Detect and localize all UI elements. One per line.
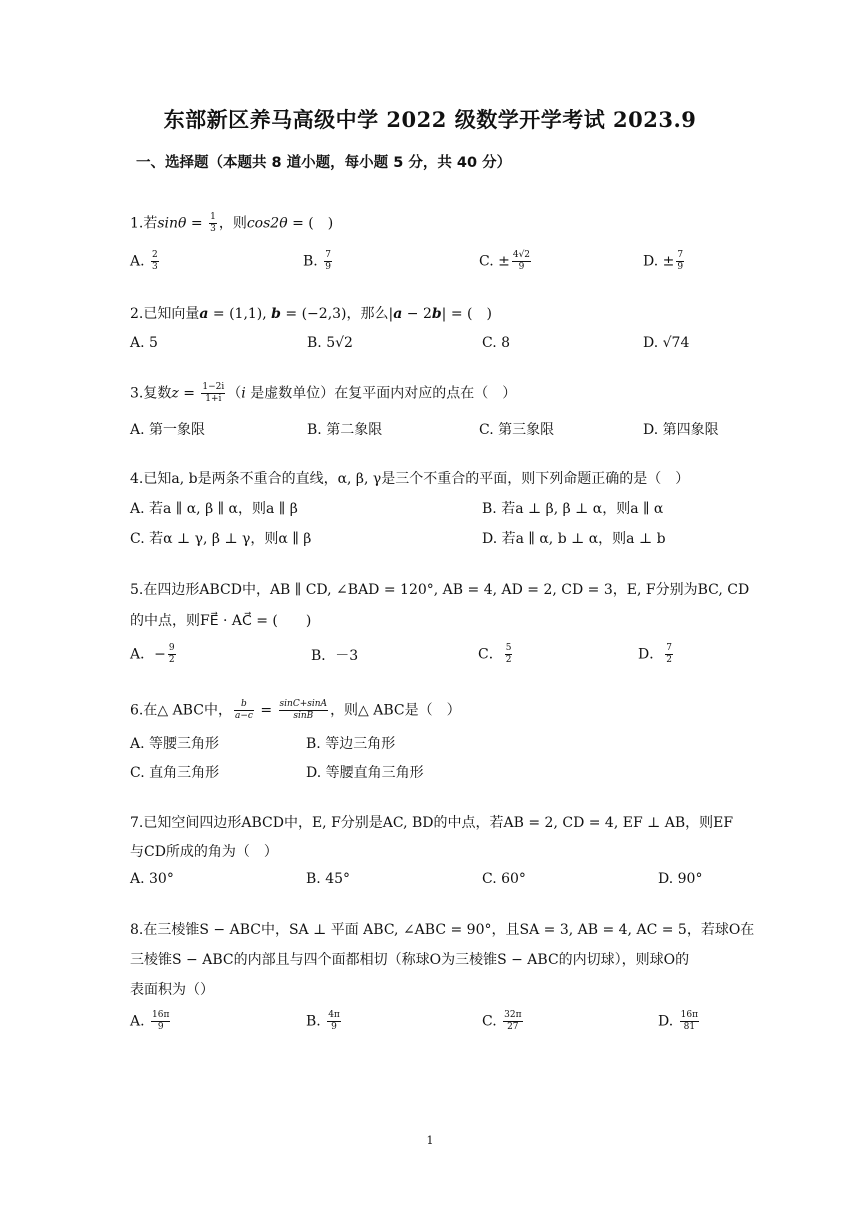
question-7-line-1: 7.已知空间四边形ABCD中，E, F分别是AC, BD的中点，若AB = 2, CD = 4, EF ⊥ AB，则EF (130, 815, 734, 831)
q3-fraction: $\frac{1-2i}{1+i}$ (202, 382, 225, 404)
q2-option-a: A. 5 (130, 335, 158, 351)
question-4: 4.已知a, b是两条不重合的直线，α, β, γ是三个不重合的平面，则下列命题正确的是（ ） (130, 471, 690, 487)
q5-option-a: A．− $\frac{9}{2}$ (130, 643, 175, 665)
q5-option-d: D． $\frac{7}{2}$ (638, 643, 672, 665)
question-2: 2.已知向量a = (1,1), b = (−2,3)，那么|a − 2b| = ( ) (130, 306, 492, 322)
q7-option-b: B. 45° (306, 871, 351, 887)
q1-eq: = (186, 215, 208, 232)
q1-cos: cos2θ (246, 215, 288, 232)
q5-option-b: B．－3 (311, 648, 359, 664)
q2-option-b: B. 5√2 (307, 335, 353, 351)
q3-option-a: A. 第一象限 (130, 422, 206, 438)
q1-sin: sinθ (157, 215, 187, 232)
question-5-line-1: 5.在四边形ABCD中，AB ∥ CD, ∠BAD = 120°, AB = 4, AD = 2, CD = 3，E, F分别为BC, CD (130, 582, 750, 598)
question-8-line-2: 三棱锥S − ABC的内部且与四个面都相切（称球O为三棱锥S − ABC的内切球），则球O的 (130, 952, 690, 968)
q1-end: = ( ) (287, 215, 334, 232)
q7-option-a: A. 30° (130, 871, 174, 887)
q6-fraction-2: $\frac{\sin C+\sin A}{\sin B}$ (279, 699, 328, 721)
question-6: 6.在△ ABC中， $\frac{b}{a-c}$ = $\frac{\sin C+\sin A}{\sin B}$ ，则△ ABC是（ ） (130, 699, 461, 721)
question-8-line-1: 8.在三棱锥S − ABC中，SA ⊥ 平面 ABC, ∠ABC = 90°，且SA = 3, AB = 4, AC = 5，若球O在 (130, 922, 755, 938)
q8-option-c: C. $\frac{32\pi}{27}$ (482, 1010, 522, 1032)
page-number: 1 (426, 1134, 434, 1147)
question-3: 3.复数z = $\frac{1-2i}{1+i}$ （i 是虚数单位）在复平面内对应的点在（ ） (130, 382, 517, 404)
q4-option-d: D. 若a ∥ α, b ⊥ α，则a ⊥ b (482, 531, 666, 547)
q6-option-c: C. 直角三角形 (130, 765, 220, 781)
question-8-line-3: 表面积为（） (130, 982, 214, 998)
q2-option-c: C. 8 (482, 335, 511, 351)
q1-prefix: 1.若 (130, 215, 158, 232)
q8-option-b: B. $\frac{4\pi}{9}$ (306, 1010, 340, 1032)
q1-option-c: C. ± $\frac{4√2}{9}$ (479, 250, 531, 272)
q3-option-b: B. 第二象限 (307, 422, 383, 438)
question-1 (130, 212, 333, 235)
q1-fraction: $\frac{1}{3}$ (210, 212, 216, 234)
q1-option-a: A. $\frac{2}{3}$ (130, 250, 158, 272)
q1-option-d: D. ± $\frac{7}{9}$ (643, 250, 684, 272)
question-7-line-2: 与CD所成的角为（ ） (130, 844, 278, 860)
q6-fraction-1: $\frac{b}{a-c}$ (234, 699, 253, 721)
q3-option-c: C. 第三象限 (479, 422, 555, 438)
q4-option-b: B. 若a ⊥ β, β ⊥ α，则a ∥ α (482, 501, 664, 517)
q7-option-d: D. 90° (658, 871, 703, 887)
q4-option-c: C. 若α ⊥ γ, β ⊥ γ，则α ∥ β (130, 531, 312, 547)
q5-option-c: C． $\frac{5}{2}$ (478, 643, 512, 665)
section-heading: 一、选择题（本题共 8 道小题，每小题 5 分，共 40 分） (136, 155, 512, 171)
q2-option-d: D. √74 (643, 335, 690, 351)
q1-option-b: B. $\frac{7}{9}$ (303, 250, 331, 272)
q6-option-a: A. 等腰三角形 (130, 736, 220, 752)
q3-option-d: D. 第四象限 (643, 422, 719, 438)
q4-option-a: A. 若a ∥ α, β ∥ α，则a ∥ β (130, 501, 298, 517)
q6-option-b: B. 等边三角形 (306, 736, 396, 752)
q8-option-d: D. $\frac{16\pi}{81}$ (658, 1010, 699, 1032)
question-5-line-2: 的中点，则FE⃗ · AC⃗ = ( ) (130, 613, 312, 629)
exam-title: 东部新区养马高级中学 2022 级数学开学考试 2023.9 (163, 107, 697, 132)
q7-option-c: C. 60° (482, 871, 526, 887)
q8-option-a: A. $\frac{16\pi}{9}$ (130, 1010, 170, 1032)
q6-option-d: D. 等腰直角三角形 (306, 765, 424, 781)
q1-mid: ，则 (218, 215, 247, 232)
